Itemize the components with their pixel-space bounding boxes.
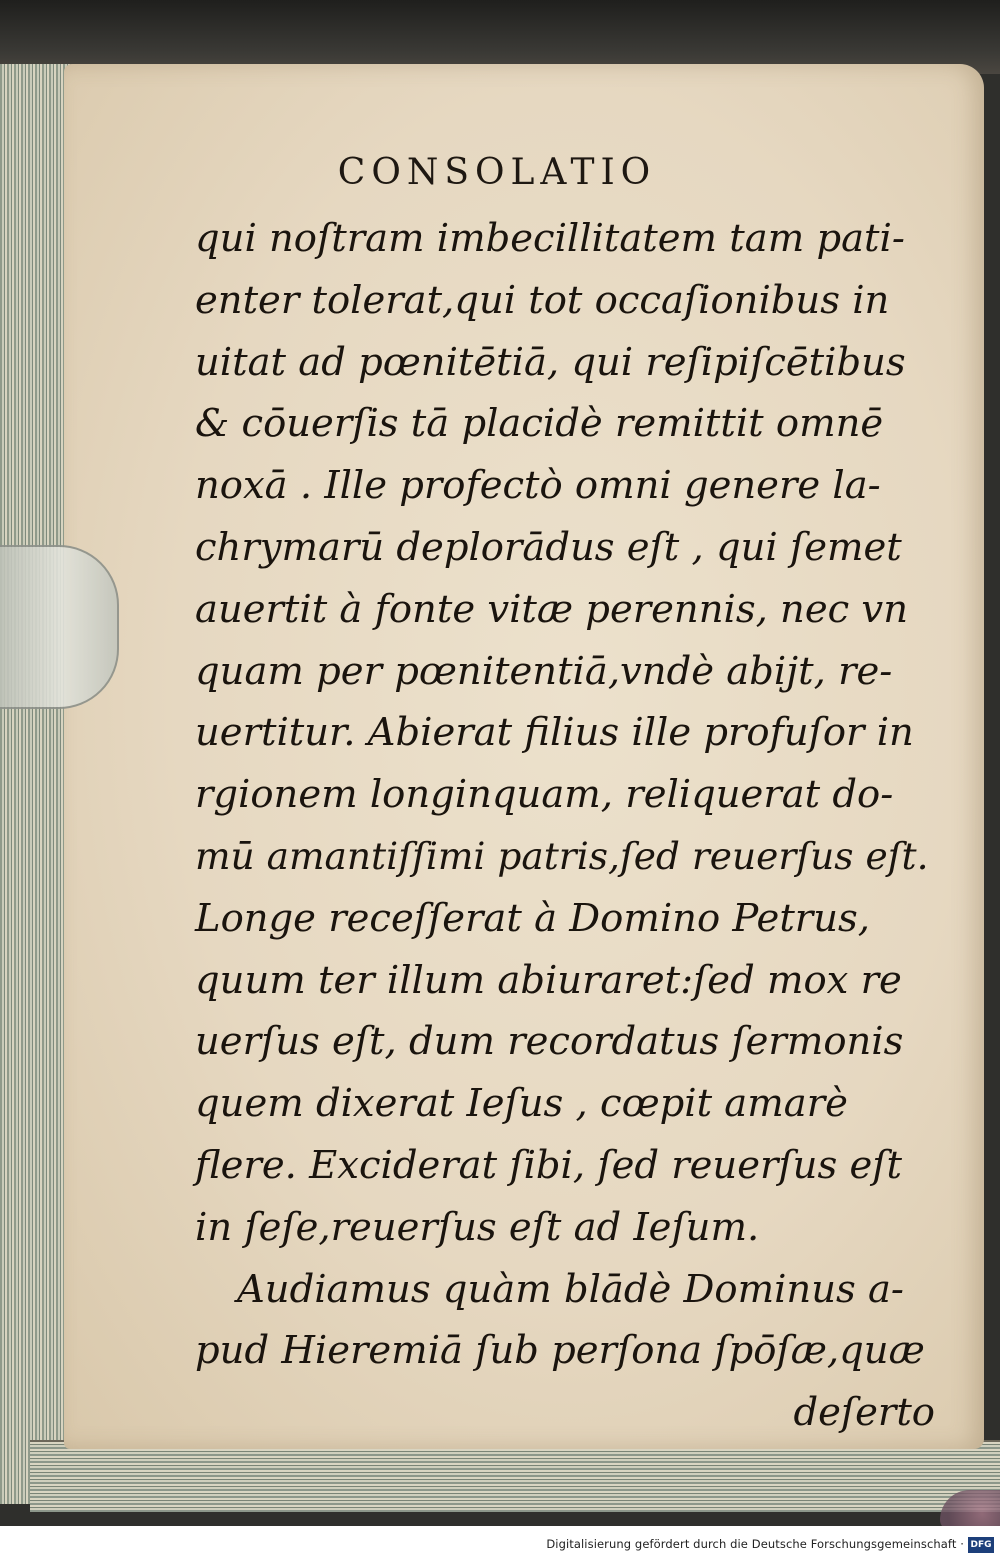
text-line: in ſeſe,reuerſus eſt ad Ieſum.: [195, 1204, 760, 1250]
text-line: uerſus eſt, dum recordatus ſermonis: [195, 1019, 904, 1065]
text-line: Longe receſſerat à Domino Petrus,: [195, 895, 870, 941]
text-line: quam per pœnitentiā,vndè abijt, re-: [195, 648, 893, 694]
text-line: qui noſtram imbecillitatem tam pati-: [195, 216, 905, 261]
page-clip: [0, 545, 119, 709]
text-line: chrymarū deplorādus eſt , qui ſemet: [195, 524, 902, 570]
text-line: quem dixerat Ieſus , cœpit amarè: [195, 1081, 848, 1127]
page-edges-left: [0, 64, 72, 1504]
text-line: auertit à fonte vitæ perennis, nec vn: [195, 586, 908, 632]
funding-credit: Digitalisierung gefördert durch die Deutsche Forschungsgemeinschaft ·: [546, 1537, 964, 1551]
text-line: rgionem longinquam, reliquerat do-: [195, 772, 894, 818]
digitization-footer: [0, 1526, 1000, 1560]
text-line: uertitur. Abierat filius ille profuſor in: [195, 710, 914, 756]
text-line: flere. Exciderat ſibi, ſed reuerſus eſt: [195, 1142, 902, 1188]
text-line: enter tolerat,qui tot occaſionibus in: [195, 277, 890, 323]
catchword: deſerto: [793, 1390, 935, 1436]
text-line: Audiamus quàm blādè Dominus a-: [237, 1266, 904, 1312]
text-line: pud Hieremiā ſub perſona ſpōſæ,quæ: [195, 1328, 925, 1374]
text-line: noxā . Ille profectò omni genere la-: [195, 463, 881, 509]
text-line: uitat ad pœnitētiā, qui reſipiſcētibus: [195, 339, 906, 385]
text-line: mū amantiſſimi patris,ſed reuerſus eſt.: [195, 833, 929, 878]
body-text: [195, 208, 935, 1444]
dfg-logo-icon: DFG: [968, 1537, 994, 1553]
text-line: & cōuerſis tā placidè remittit omnē: [195, 401, 884, 447]
scanner-background: [0, 0, 1000, 74]
page-edges-bottom: [30, 1440, 1000, 1512]
running-head-text: CONSOLATIO: [337, 152, 657, 193]
running-head: [0, 152, 1000, 193]
text-line: quum ter illum abiuraret:ſed mox re: [195, 957, 902, 1003]
